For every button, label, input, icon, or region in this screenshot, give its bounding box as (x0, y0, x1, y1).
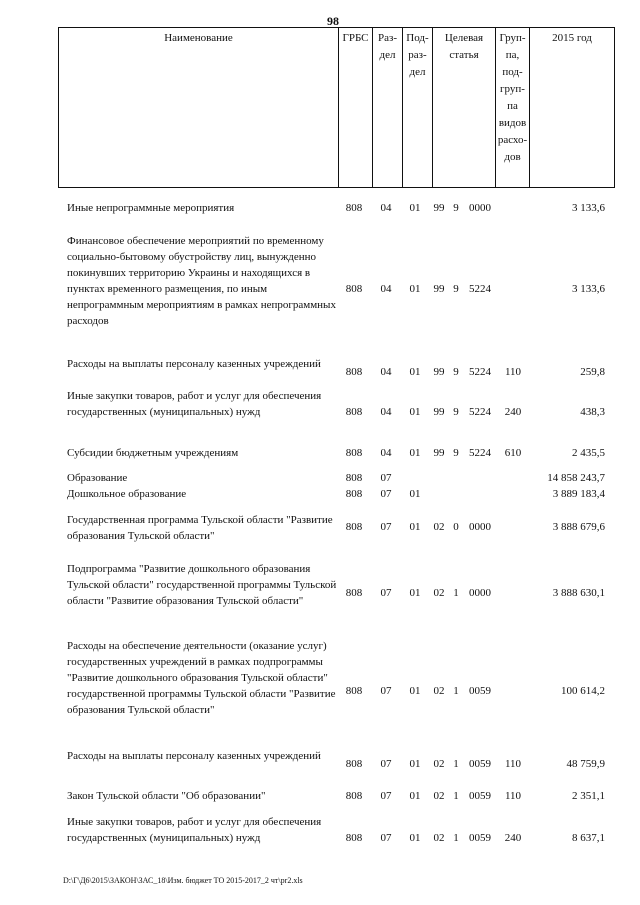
row-podrazdel: 01 (409, 758, 421, 770)
row-target-subprogram: 1 (453, 790, 459, 802)
row-target-direction: 0059 (469, 832, 491, 844)
row-razdel: 07 (380, 587, 392, 599)
row-name: Подпрограмма "Развитие дошкольного образования Тульской области" государственной программы Тульской области "Развитие образования Тульской области" (67, 563, 337, 607)
row-expense-group: 110 (504, 758, 522, 770)
row-grbs: 808 (345, 202, 363, 214)
row-expense-group: 240 (504, 832, 522, 844)
header-grbs: ГРБС (338, 28, 372, 187)
row-sum-2015: 259,8 (580, 366, 605, 378)
row-podrazdel: 01 (409, 832, 421, 844)
row-razdel: 07 (380, 472, 392, 484)
row-target-subprogram: 1 (453, 758, 459, 770)
row-razdel: 04 (380, 202, 392, 214)
row-podrazdel: 01 (409, 488, 421, 500)
row-target-program: 02 (433, 790, 445, 802)
row-grbs: 808 (345, 587, 363, 599)
row-name: Расходы на обеспечение деятельности (оказание услуг) государственных учреждений в рамках подпрограммы "Развитие дошкольного образования Тульской области" государственной программы Тульской области "Развитие образования Тульской области" (67, 640, 336, 716)
row-razdel: 07 (380, 790, 392, 802)
row-sum-2015: 100 614,2 (561, 685, 605, 697)
row-expense-group: 110 (504, 790, 522, 802)
row-target-subprogram: 1 (453, 685, 459, 697)
row-name: Дошкольное образование (67, 488, 187, 500)
row-razdel: 04 (380, 447, 392, 459)
row-podrazdel: 01 (409, 283, 421, 295)
row-grbs: 808 (345, 488, 363, 500)
row-target-program: 02 (433, 832, 445, 844)
row-podrazdel: 01 (409, 790, 421, 802)
row-target-program: 99 (433, 406, 445, 418)
header-celevaya: Целевая статья (432, 28, 495, 187)
row-target-subprogram: 9 (453, 447, 459, 459)
row-grbs: 808 (345, 447, 363, 459)
row-target-subprogram: 9 (453, 283, 459, 295)
row-expense-group: 240 (504, 406, 522, 418)
row-target-direction: 5224 (469, 366, 491, 378)
row-target-direction: 0059 (469, 685, 491, 697)
row-podrazdel: 01 (409, 685, 421, 697)
page-number: 98 (327, 14, 339, 28)
row-grbs: 808 (345, 832, 363, 844)
row-razdel: 07 (380, 758, 392, 770)
row-razdel: 07 (380, 832, 392, 844)
row-podrazdel: 01 (409, 447, 421, 459)
row-grbs: 808 (345, 685, 363, 697)
row-target-subprogram: 1 (453, 587, 459, 599)
row-podrazdel: 01 (409, 406, 421, 418)
row-target-direction: 5224 (469, 283, 491, 295)
row-target-subprogram: 9 (453, 366, 459, 378)
header-podrazdel: Под- раз- дел (402, 28, 432, 187)
header-razdel: Раз- дел (372, 28, 402, 187)
row-target-program: 99 (433, 202, 445, 214)
row-podrazdel: 01 (409, 366, 421, 378)
row-target-direction: 0000 (469, 521, 491, 533)
row-expense-group: 610 (504, 447, 522, 459)
row-razdel: 07 (380, 488, 392, 500)
row-sum-2015: 48 759,9 (566, 758, 605, 770)
row-target-program: 99 (433, 283, 445, 295)
row-target-direction: 5224 (469, 406, 491, 418)
row-name: Образование (67, 472, 128, 484)
row-razdel: 07 (380, 685, 392, 697)
row-podrazdel: 01 (409, 202, 421, 214)
row-grbs: 808 (345, 366, 363, 378)
row-target-program: 02 (433, 587, 445, 599)
header-name: Наименование (164, 32, 233, 44)
table-header (58, 27, 615, 188)
row-sum-2015: 3 133,6 (572, 202, 605, 214)
row-name: Иные непрограммные мероприятия (67, 202, 235, 214)
footer-file-path: D:\Г\Д6\2015\ЗАКОН\ЗАС_18\Изм. бюджет ТО 2015-2017_2 чт\pr2.xls (63, 876, 303, 885)
row-sum-2015: 2 435,5 (572, 447, 605, 459)
row-grbs: 808 (345, 790, 363, 802)
row-sum-2015: 2 351,1 (572, 790, 605, 802)
row-target-program: 02 (433, 685, 445, 697)
row-target-direction: 5224 (469, 447, 491, 459)
row-target-direction: 0000 (469, 587, 491, 599)
row-target-subprogram: 9 (453, 202, 459, 214)
row-name: Субсидии бюджетным учреждениям (67, 447, 239, 459)
row-sum-2015: 3 888 679,6 (552, 521, 605, 533)
row-target-subprogram: 0 (453, 521, 459, 533)
row-target-direction: 0000 (469, 202, 491, 214)
row-razdel: 04 (380, 366, 392, 378)
row-name: Расходы на выплаты персоналу казенных учреждений (67, 750, 321, 762)
row-grbs: 808 (345, 758, 363, 770)
row-name: Иные закупки товаров, работ и услуг для обеспечения государственных (муниципальных) нужд (67, 390, 322, 418)
row-podrazdel: 01 (409, 587, 421, 599)
row-target-direction: 0059 (469, 790, 491, 802)
row-razdel: 04 (380, 283, 392, 295)
row-grbs: 808 (345, 472, 363, 484)
row-target-subprogram: 1 (453, 832, 459, 844)
header-year: 2015 год (529, 28, 614, 187)
row-expense-group: 110 (504, 366, 522, 378)
row-name: Расходы на выплаты персоналу казенных учреждений (67, 358, 321, 370)
row-sum-2015: 14 858 243,7 (547, 472, 605, 484)
row-target-direction: 0059 (469, 758, 491, 770)
row-name: Иные закупки товаров, работ и услуг для обеспечения государственных (муниципальных) нужд (67, 816, 322, 844)
row-grbs: 808 (345, 521, 363, 533)
header-gruppa: Груп- па, под- груп- па видов расхо- дов (495, 28, 529, 187)
row-target-program: 02 (433, 758, 445, 770)
row-sum-2015: 3 889 183,4 (552, 488, 605, 500)
row-sum-2015: 3 133,6 (572, 283, 605, 295)
row-target-program: 02 (433, 521, 445, 533)
row-razdel: 04 (380, 406, 392, 418)
row-target-program: 99 (433, 366, 445, 378)
row-target-subprogram: 9 (453, 406, 459, 418)
row-name: Закон Тульской области "Об образовании" (67, 790, 266, 802)
row-sum-2015: 3 888 630,1 (552, 587, 605, 599)
row-grbs: 808 (345, 283, 363, 295)
row-sum-2015: 8 637,1 (572, 832, 605, 844)
row-sum-2015: 438,3 (580, 406, 605, 418)
row-razdel: 07 (380, 521, 392, 533)
row-grbs: 808 (345, 406, 363, 418)
row-target-program: 99 (433, 447, 445, 459)
row-name: Государственная программа Тульской области "Развитие образования Тульской области" (67, 514, 333, 542)
row-name: Финансовое обеспечение мероприятий по временному социально-бытовому обустройству лиц, вынужденно покинувших территорию Украины и находящихся в пунктах временного размещения, по иным непрограммным мероприятиям в рамках непрограммных расходов (67, 235, 336, 327)
row-podrazdel: 01 (409, 521, 421, 533)
